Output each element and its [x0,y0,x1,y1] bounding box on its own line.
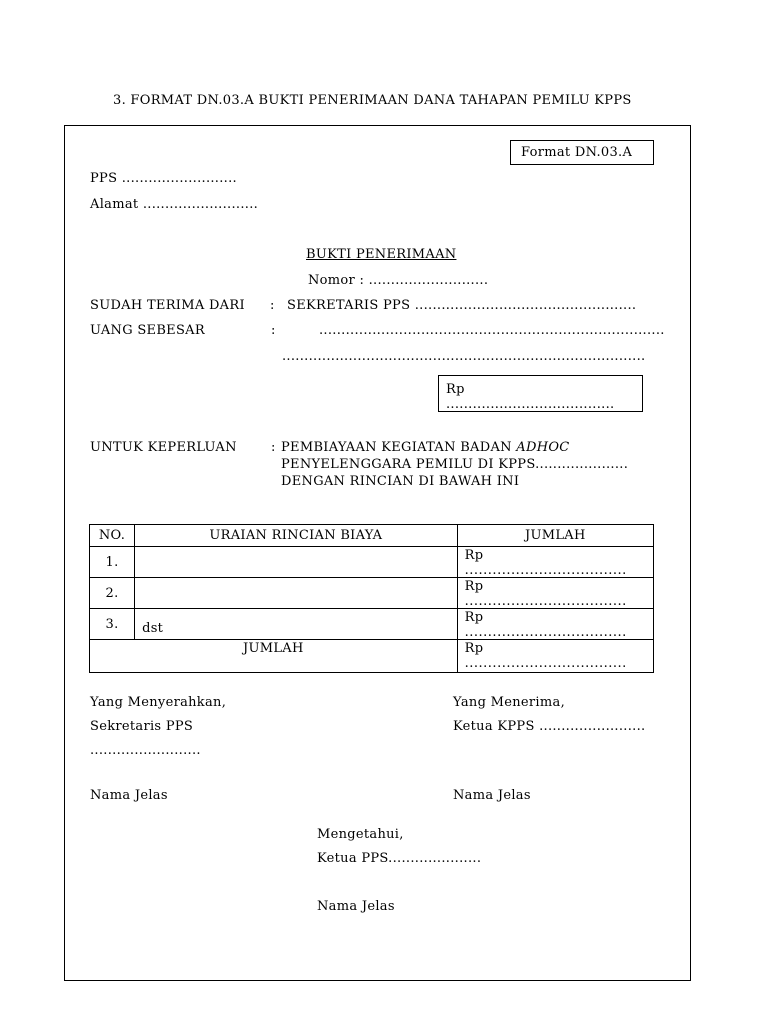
alamat-line: Alamat .......................... [90,197,259,212]
uang-sebesar-line2: .................................................................................. [282,349,646,364]
right-sign-line2: Ketua KPPS ........................ [453,719,646,734]
sudah-terima-label: SUDAH TERIMA DARI [90,298,245,313]
left-sign-name: Nama Jelas [90,788,168,803]
cost-details-table [89,524,654,673]
header-jumlah: JUMLAH [457,525,653,547]
left-sign-line3: ......................... [90,743,201,758]
right-sign-line1: Yang Menerima, [453,695,566,710]
format-code-label: Format DN.03.A [521,145,633,160]
row-rp: Rp [464,548,484,563]
document-heading: 3. FORMAT DN.03.A BUKTI PENERIMAAN DANA TAHAPAN PEMILU KPPS [113,93,632,108]
format-code-box [510,140,654,165]
table-row [90,578,654,609]
receipt-title: BUKTI PENERIMAAN [306,247,457,262]
row-no: 2. [90,578,135,609]
table-row [90,609,654,640]
uang-sebesar-label: UANG SEBESAR [90,323,205,338]
keperluan-line3: DENGAN RINCIAN DI BAWAH INI [281,474,520,489]
row-uraian-text: dst [142,621,164,636]
row-uraian [135,578,458,609]
row-rp: Rp [464,610,484,625]
header-no: NO. [90,525,135,547]
amount-rp: Rp [446,382,465,397]
center-sign-line1: Mengetahui, [317,827,404,842]
row-uraian [135,547,458,578]
row-no: 1. [90,547,135,578]
keperluan-colon: : [271,440,276,455]
keperluan-line1-text: PEMBIAYAAN KEGIATAN BADAN [281,440,517,455]
total-dots: ................................... [464,656,627,671]
row-dots: ................................... [464,563,627,578]
total-rp: Rp [464,641,484,656]
row-dots: ................................... [464,625,627,640]
row-rp: Rp [464,579,484,594]
sudah-terima-colon: : [270,298,275,313]
total-label: JUMLAH [90,640,458,673]
row-jumlah [457,547,653,578]
uang-sebesar-colon: : [271,323,276,338]
sudah-terima-value: SEKRETARIS PPS .................................................. [287,298,637,313]
center-sign-line2: Ketua PPS..................... [317,851,482,866]
table-header-row [90,525,654,547]
row-no: 3. [90,609,135,640]
uang-sebesar-line1: .............................................................................. [319,323,665,338]
row-jumlah [457,578,653,609]
amount-box [438,375,643,412]
row-uraian [135,609,458,640]
right-sign-name: Nama Jelas [453,788,531,803]
header-uraian: URAIAN RINCIAN BIAYA [135,525,458,547]
table-row [90,547,654,578]
keperluan-line1 [281,441,570,454]
keperluan-line2: PENYELENGGARA PEMILU DI KPPS..................... [281,457,629,472]
nomor-line: Nomor : ........................... [308,273,489,288]
center-sign-name: Nama Jelas [317,899,395,914]
pps-line: PPS .......................... [90,171,237,186]
left-sign-line1: Yang Menyerahkan, [90,695,227,710]
left-sign-line2: Sekretaris PPS [90,719,194,734]
row-jumlah [457,609,653,640]
table-total-row [90,640,654,673]
total-jumlah [457,640,653,673]
keperluan-adhoc: ADHOC [516,440,570,455]
keperluan-label: UNTUK KEPERLUAN [90,440,237,455]
row-dots: ................................... [464,594,627,609]
amount-dots: ...................................... [446,397,615,412]
